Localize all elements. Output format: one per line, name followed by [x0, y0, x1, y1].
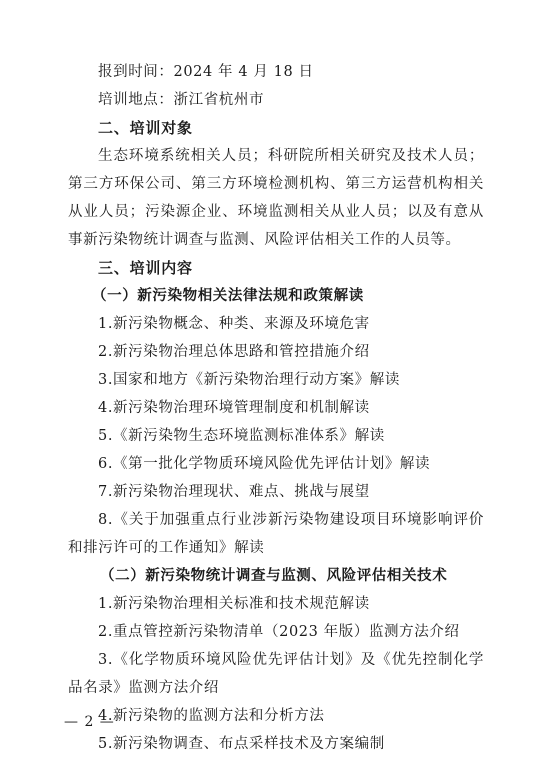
report-time: 报到时间：2024 年 4 月 18 日: [98, 64, 314, 80]
subsection-heading-techniques: （二）新污染物统计调查与监测、风险评估相关技术: [100, 567, 448, 584]
training-location: 培训地点：浙江省杭州市: [98, 92, 265, 108]
content-item: 2.重点管控新污染物清单（2023 年版）监测方法介绍: [98, 624, 460, 640]
content-item: 3.《化学物质环境风险优先评估计划》及《优先控制化学: [98, 652, 484, 668]
content-item: 4.新污染物的监测方法和分析方法: [98, 708, 325, 724]
content-item: 2.新污染物治理总体思路和管控措施介绍: [98, 344, 370, 360]
content-item-continuation: 品名录》监测方法介绍: [68, 680, 219, 696]
page-number: — 2 —: [64, 714, 115, 730]
content-item: 1.新污染物概念、种类、来源及环境危害: [98, 316, 370, 332]
content-item-continuation: 和排污许可的工作通知》解读: [68, 540, 265, 556]
section-heading-content: 三、培训内容: [98, 259, 193, 277]
content-item: 1.新污染物治理相关标准和技术规范解读: [98, 596, 370, 612]
participants-paragraph-line: 第三方环保公司、第三方环境检测机构、第三方运营机构相关: [68, 176, 484, 192]
content-item: 8.《关于加强重点行业涉新污染物建设项目环境影响评价: [98, 512, 484, 528]
content-item: 4.新污染物治理环境管理制度和机制解读: [98, 400, 370, 416]
subsection-heading-policy: （一）新污染物相关法律法规和政策解读: [92, 287, 364, 304]
content-item: 7.新污染物治理现状、难点、挑战与展望: [98, 484, 370, 500]
content-item: 5.新污染物调查、布点采样技术及方案编制: [98, 736, 385, 752]
content-item: 5.《新污染物生态环境监测标准体系》解读: [98, 428, 385, 444]
content-item: 3.国家和地方《新污染物治理行动方案》解读: [98, 372, 400, 388]
participants-paragraph-line: 事新污染物统计调查与监测、风险评估相关工作的人员等。: [68, 232, 461, 248]
participants-paragraph-line: 生态环境系统相关人员；科研院所相关研究及技术人员；: [98, 148, 484, 164]
content-item: 6.《第一批化学物质环境风险优先评估计划》解读: [98, 456, 431, 472]
section-heading-participants: 二、培训对象: [98, 119, 193, 137]
participants-paragraph-line: 从业人员；污染源企业、环境监测相关从业人员；以及有意从: [68, 204, 484, 220]
